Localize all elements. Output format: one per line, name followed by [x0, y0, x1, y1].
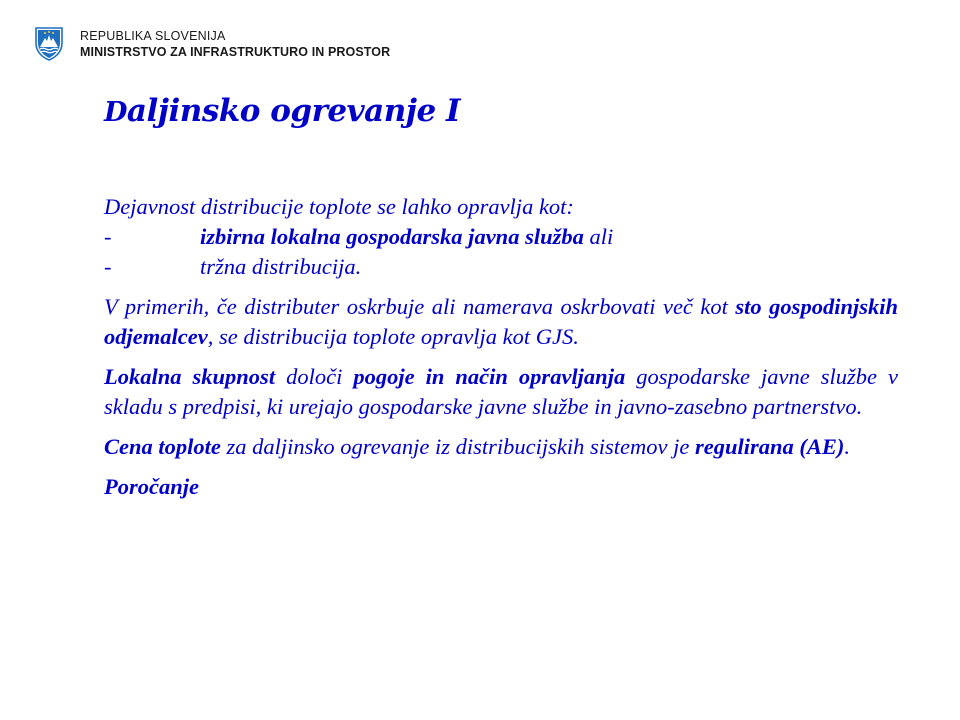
slide-body	[104, 192, 904, 502]
list-item	[104, 252, 904, 282]
paragraph-bold: sto gospodinjskih odjemalcev	[104, 294, 898, 349]
paragraph-local-community	[104, 362, 898, 422]
title-first-letter: D	[104, 97, 127, 128]
list-dash: -	[104, 254, 112, 279]
title-rest: aljinsko ogrevanje I	[126, 93, 460, 129]
list-item-text	[200, 222, 613, 252]
paragraph-bold: Cena toplote	[104, 434, 221, 459]
paragraph-reporting	[104, 472, 904, 502]
paragraph-text: V primerih, če distributer oskrbuje ali namerava oskrbovati več kot	[104, 294, 736, 319]
country-name: REPUBLIKA SLOVENIJA	[80, 29, 226, 43]
intro-line: Dejavnost distribucije toplote se lahko opravlja kot:	[104, 194, 574, 219]
paragraph-bold: Lokalna skupnost	[104, 364, 276, 389]
paragraph-bold: pogoje in način opravljanja	[353, 364, 626, 389]
ministry-name: MINISTRSTVO ZA INFRASTRUKTURO IN PROSTOR	[80, 45, 391, 59]
paragraph-text: .	[844, 434, 851, 459]
coat-of-arms-icon	[34, 27, 64, 61]
slide-title	[104, 93, 460, 129]
paragraph-text: za daljinsko ogrevanje iz distribucijskih sistemov je	[220, 434, 695, 459]
list-dash: -	[104, 224, 112, 249]
paragraph-text: gospodarske javne službe v skladu s predpisi, ki urejajo gospodarske javne službe in javno-zasebno partnerstvo.	[104, 364, 898, 419]
paragraph-heat-price	[104, 432, 904, 462]
paragraph-bold: regulirana (AE)	[695, 434, 845, 459]
list-item-tail: ali	[583, 224, 614, 249]
paragraph-bold: Poročanje	[104, 474, 199, 499]
list-item	[104, 222, 904, 252]
paragraph-text: določi	[275, 364, 354, 389]
paragraph-households	[104, 292, 898, 352]
ministry-header	[34, 24, 390, 64]
paragraph-text: , se distribucija toplote opravlja kot GJS.	[207, 324, 579, 349]
list-item-text: tržna distribucija.	[200, 254, 362, 279]
list-item-bold: izbirna lokalna gospodarska javna služba	[200, 224, 584, 249]
